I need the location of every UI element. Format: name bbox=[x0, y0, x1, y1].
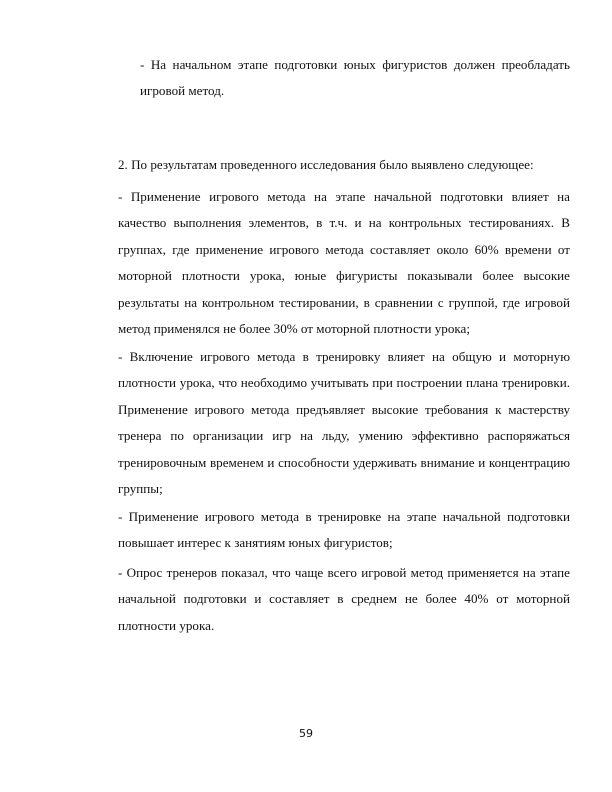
paragraph-quality-of-elements: - Применение игрового метода на этапе начальной подготовки влияет на качество выполнения элементов, в т.ч. и на контрольных тестированиях. В группах, где применение игрового метода составляет около 60% времени от моторной плотности урока, юные фигуристы показывали более высокие результаты на контрольном тестировании, в сравнении с группой, где игровой метод применялся не более 30% от моторной плотности урока; bbox=[118, 189, 570, 337]
paragraph-research-results-heading: 2. По результатам проведенного исследования было выявлено следующее: bbox=[118, 157, 534, 172]
paragraph-interest-increase: - Применение игрового метода в тренировке на этапе начальной подготовки повышает интерес к занятиям юных фигуристов; bbox=[118, 509, 570, 551]
paragraph-lesson-density: - Включение игрового метода в тренировку влияет на общую и моторную плотности урока, что необходимо учитывать при построении плана тренировки. Применение игрового метода предъявляет высокие требования к мастерству тренера по организации игр на льду, умению эффективно распоряжаться тренировочным временем и способности удерживать внимание и концентрацию группы; bbox=[118, 349, 570, 497]
page-number: 59 bbox=[299, 727, 313, 740]
paragraph-coach-survey: - Опрос тренеров показал, что чаще всего игровой метод применяется на этапе начальной подготовки и составляет в среднем не более 40% от моторной плотности урока. bbox=[118, 565, 570, 633]
paragraph-conclusion-game-method: - На начальном этапе подготовки юных фигуристов должен преобладать игровой метод. bbox=[140, 57, 570, 99]
